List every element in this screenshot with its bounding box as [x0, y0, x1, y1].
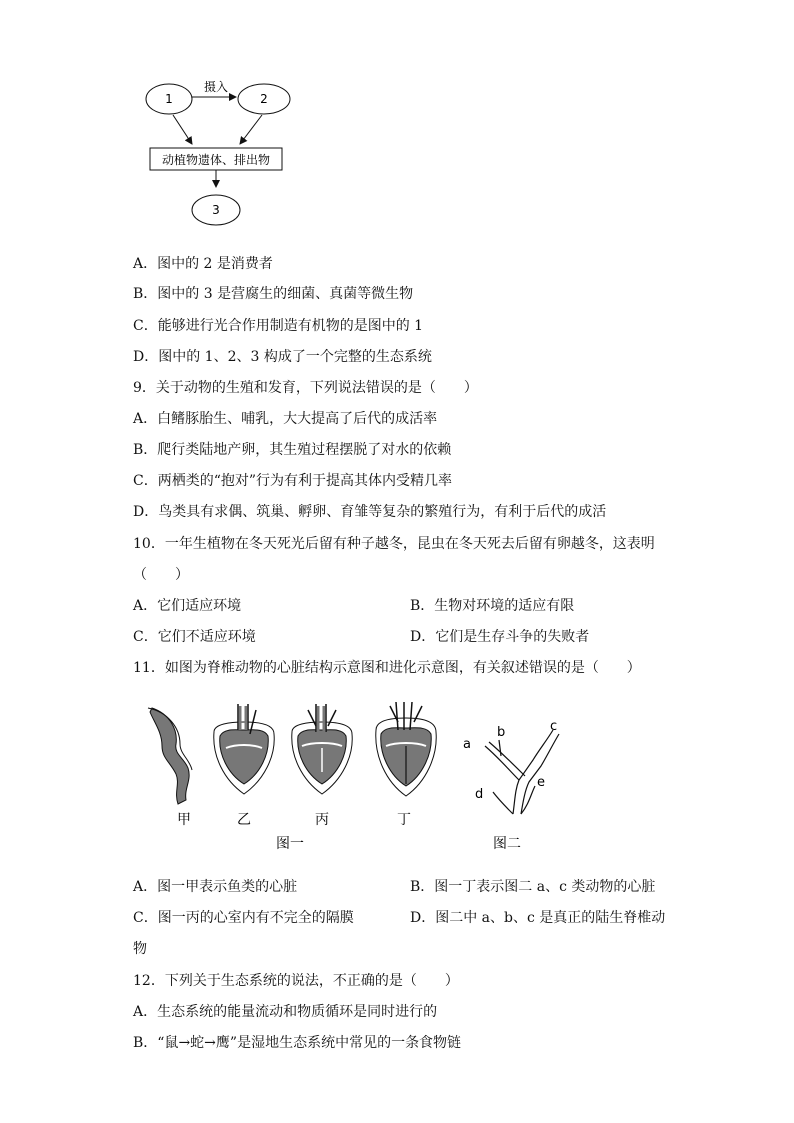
q8-option-c: C．能够进行光合作用制造有机物的是图中的 1	[133, 318, 424, 334]
q12-option-b: B．“鼠→蛇→鹰”是湿地生态系统中常见的一条食物链	[133, 1035, 462, 1051]
evolution-tree-figure	[455, 710, 575, 860]
ingest-label: 摄入	[203, 80, 229, 94]
q8-option-d: D．图中的 1、2、3 构成了一个完整的生态系统	[133, 349, 432, 365]
q10-option-b: B．生物对环境的适应有限	[410, 598, 575, 614]
heart-label-bing: 丙	[315, 812, 329, 828]
arrow-2-box	[240, 115, 262, 144]
heart-label-ding: 丁	[397, 812, 411, 828]
q10-stem-bracket: （ ）	[133, 567, 189, 583]
q10-option-a: A．它们适应环境	[133, 598, 242, 614]
tree-label-e: e	[537, 775, 545, 790]
two-chamber-heart	[214, 704, 274, 794]
q11-option-a: A．图一甲表示鱼类的心脏	[133, 879, 298, 895]
q9-option-b: B．爬行类陆地产卵，其生殖过程摆脱了对水的依赖	[133, 442, 452, 458]
q11-option-b: B．图一丁表示图二 a、c 类动物的心脏	[410, 879, 656, 895]
tree-label-b: b	[497, 725, 506, 740]
q11-option-c: C．图一丙的心室内有不完全的隔膜	[133, 910, 354, 926]
q10-stem: 10．一年生植物在冬天死光后留有种子越冬，昆虫在冬天死去后留有卵越冬，这表明	[133, 536, 655, 552]
q12-stem: 12．下列关于生态系统的说法，不正确的是（ ）	[133, 973, 459, 989]
ecosystem-diagram	[140, 70, 310, 230]
node-1-label: 1	[165, 92, 173, 106]
figure-2-caption: 图二	[493, 836, 521, 852]
heart-label-jia: 甲	[177, 812, 191, 828]
tree-label-d: d	[475, 787, 484, 802]
q10-option-c: C．它们不适应环境	[133, 629, 256, 645]
q11-option-d-wrap: 物	[133, 941, 147, 957]
tree-label-a: a	[463, 737, 471, 752]
q10-option-d: D．它们是生存斗争的失败者	[410, 629, 590, 645]
q9-stem: 9．关于动物的生殖和发育，下列说法错误的是（ ）	[133, 380, 478, 396]
q9-option-c: C．两栖类的“抱对”行为有利于提高其体内受精几率	[133, 473, 453, 489]
q11-option-d: D．图二中 a、b、c 是真正的陆生脊椎动	[410, 910, 666, 926]
three-chamber-heart	[292, 704, 352, 794]
q9-option-d: D．鸟类具有求偶、筑巢、孵卵、育雏等复杂的繁殖行为，有利于后代的成活	[133, 504, 607, 520]
node-2-label: 2	[260, 92, 268, 106]
arrow-1-box	[173, 115, 192, 144]
four-chamber-heart	[376, 702, 436, 796]
q9-option-a: A．白鳍豚胎生、哺乳，大大提高了后代的成活率	[133, 411, 438, 427]
tree-label-c: c	[550, 719, 558, 734]
heart-label-yi: 乙	[237, 812, 251, 828]
figure-1-caption: 图一	[276, 836, 304, 852]
fish-heart	[148, 708, 192, 804]
q12-option-a: A．生态系统的能量流动和物质循环是同时进行的	[133, 1004, 438, 1020]
q8-option-b: B．图中的 3 是营腐生的细菌、真菌等微生物	[133, 286, 414, 302]
q11-stem: 11．如图为脊椎动物的心脏结构示意图和进化示意图，有关叙述错误的是（ ）	[133, 660, 641, 676]
node-3-label: 3	[212, 203, 220, 217]
q8-option-a: A．图中的 2 是消费者	[133, 256, 273, 272]
remains-label: 动植物遗体、排出物	[161, 153, 271, 167]
heart-structure-figure	[140, 700, 440, 860]
